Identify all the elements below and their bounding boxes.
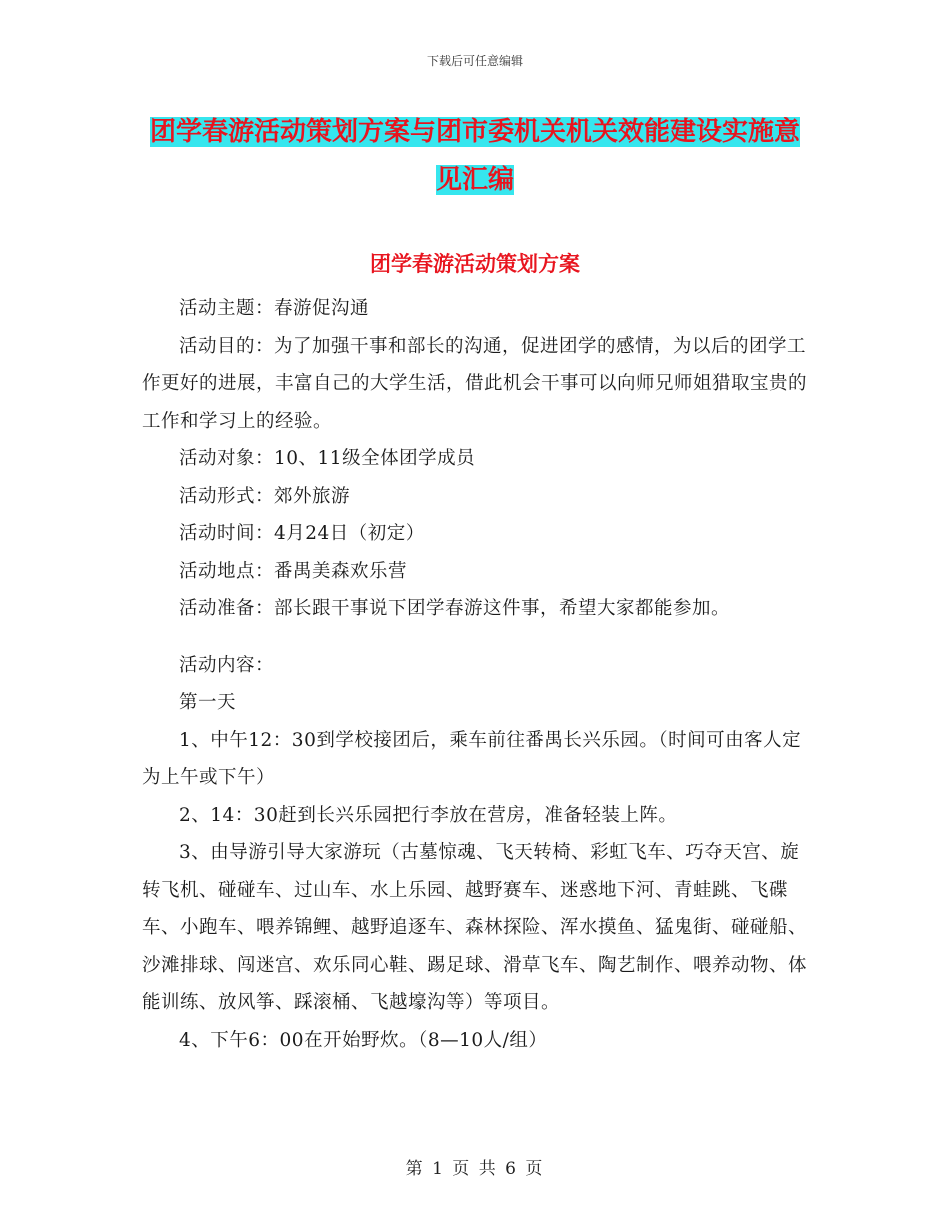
paragraph-time: 活动时间：4月24日（初定） bbox=[179, 523, 425, 544]
paragraph-purpose: 活动目的：为了加强干事和部长的沟通，促进团学的感情，为以后的团学工作更好的进展，丰富自己的大学生活，借此机会干事可以向师兄师姐猎取宝贵的工作和学习上的经验。 bbox=[142, 335, 808, 432]
paragraph-item-1: 1、中午12：30到学校接团后，乘车前往番禺长兴乐园。（时间可由客人定为上午或下午） bbox=[142, 729, 802, 788]
paragraph-item-2: 2、14：30赶到长兴乐园把行李放在营房，准备轻装上阵。 bbox=[179, 804, 678, 826]
paragraph-theme: 活动主题：春游促沟通 bbox=[179, 298, 370, 319]
paragraph-day-one: 第一天 bbox=[179, 692, 237, 713]
body-text bbox=[142, 290, 812, 1059]
document-title bbox=[140, 108, 810, 204]
paragraph-form: 活动形式：郊外旅游 bbox=[179, 485, 351, 507]
page-footer: 第 1 页 共 6 页 bbox=[405, 1159, 545, 1179]
paragraph-content-heading: 活动内容： bbox=[179, 654, 275, 676]
document-title-text: 团学春游活动策划方案与团市委机关机关效能建设实施意见汇编 bbox=[149, 117, 800, 195]
paragraph-item-4: 4、下午6：00在开始野炊。（8—10人/组） bbox=[179, 1029, 548, 1051]
section-title: 团学春游活动策划方案 bbox=[370, 252, 580, 276]
paragraph-preparation: 活动准备：部长跟干事说下团学春游这件事，希望大家都能参加。 bbox=[179, 598, 731, 619]
paragraph-gap bbox=[142, 628, 812, 647]
paragraph-target: 活动对象：10、11级全体团学成员 bbox=[179, 448, 476, 469]
paragraph-item-3: 3、由导游引导大家游玩（古墓惊魂、飞天转椅、彩虹飞车、巧夺天宫、旋转飞机、碰碰车、过山车、水上乐园、越野赛车、迷惑地下河、青蛙跳、飞碟车、小跑车、喂养锦鲤、越野追逐车、森林探险、浑水摸鱼、猛鬼街、碰碰船、沙滩排球、闯迷宫、欢乐同心鞋、踢足球、滑草飞车、陶艺制作、喂养动物、体能训练、放风筝、踩滚桶、飞越壕沟等）等项目。 bbox=[142, 842, 808, 1013]
header-note: 下载后可任意编辑 bbox=[426, 54, 523, 68]
paragraph-location: 活动地点：番禺美森欢乐营 bbox=[179, 560, 408, 582]
